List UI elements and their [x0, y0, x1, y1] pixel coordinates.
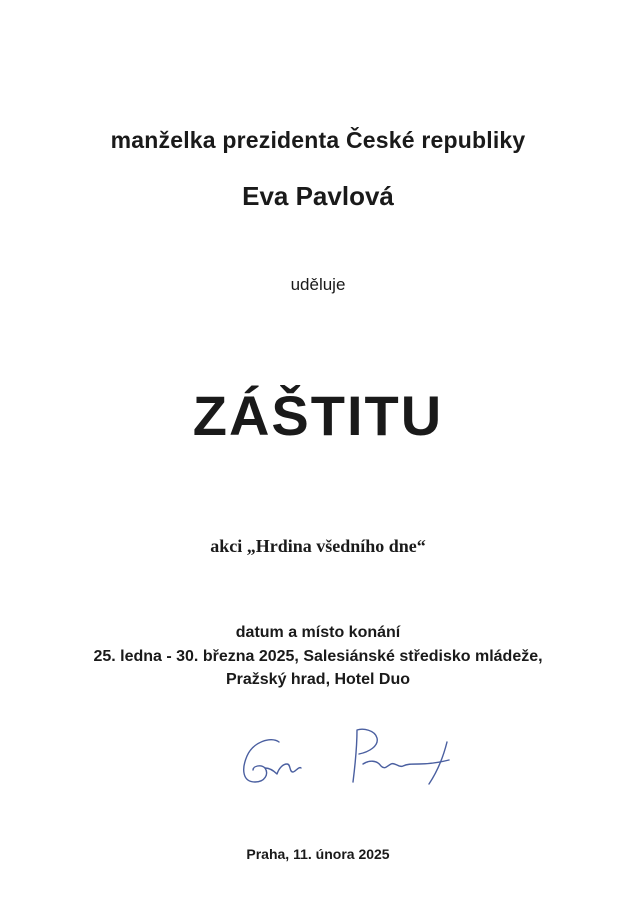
heading-title-line: manželka prezidenta České republiky: [110, 127, 526, 153]
details-line-1: 25. ledna - 30. března 2025, Salesiánské středisko mládeže,: [93, 648, 543, 665]
signature-stroke-avlova: [363, 760, 449, 768]
handwritten-signature: [235, 722, 465, 797]
signature-stroke-p: [353, 729, 377, 782]
place-and-date: Praha, 11. února 2025: [246, 846, 390, 862]
heading-name: Eva Pavlová: [242, 181, 394, 211]
grants-text: uděluje: [290, 275, 346, 294]
award-title: ZÁŠTITU: [192, 384, 444, 447]
details-line-2: Pražský hrad, Hotel Duo: [225, 671, 411, 688]
signature-stroke-va: [265, 764, 301, 774]
details-label: datum a místo konání: [235, 624, 401, 641]
signature-stroke-e: [244, 740, 279, 782]
event-name: akci „Hrdina všedního dne“: [210, 536, 426, 556]
